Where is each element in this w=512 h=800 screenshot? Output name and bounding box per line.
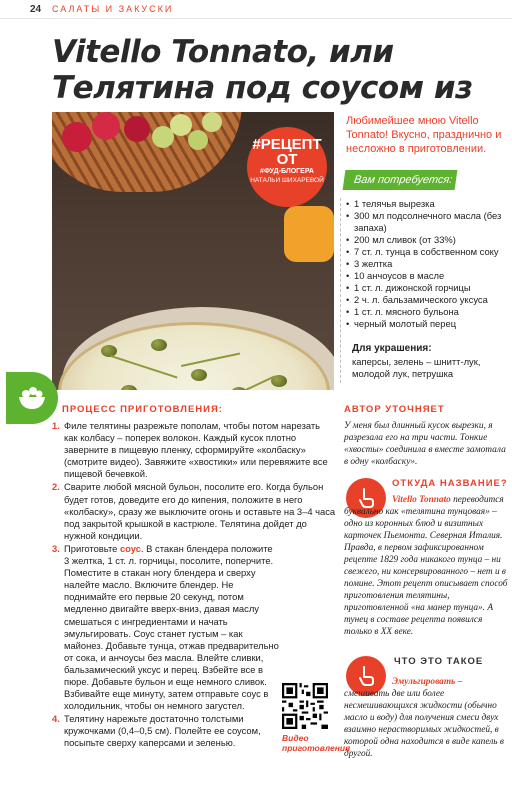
salad-bowl-icon <box>6 372 58 424</box>
step-number: 3. <box>52 542 60 554</box>
garnish-text: каперсы, зелень – шнитт-лук, молодой лук, петрушка <box>352 356 481 379</box>
garnish-heading: Для украшения: <box>352 343 432 354</box>
strawberry <box>62 122 92 152</box>
step-item <box>52 481 336 541</box>
sauce-highlight: соус <box>119 542 141 554</box>
section-title: САЛАТЫ И ЗАКУСКИ <box>52 4 174 14</box>
video-link[interactable]: Видео приготовления <box>282 733 351 753</box>
definition-body: – смешивать две или более несмешивающихся жидкости (обычно масло и воду) для получения смеси двух взаимно нерастворимых жидкостей, в которой одна находится в виде капель в другой. <box>344 677 504 759</box>
intro-text: Любимейшее мною Vitello Tonnato! Вкусно, празднично и несложно в приготовлении. <box>346 115 502 155</box>
ingredient-item: • 2 ч. л. бальзамического уксуса <box>346 294 506 306</box>
ingredients-list <box>346 198 506 330</box>
ingredient-item: • черный молотый перец <box>346 318 506 330</box>
ingredient-item: • 200 мл сливок (от 33%) <box>346 234 506 246</box>
caper <box>121 385 137 390</box>
author-heading: АВТОР УТОЧНЯЕТ <box>344 404 445 415</box>
step-text: Сварите любой мясной бульон, посолите его. Когда бульон будет готов, доведите его до кипения, положите в него «колбаску», сразу же выключите огонь и оставьте на 3–4 часа под закрытой крышкой в кастрюле. Телятина дойдет до нужной кондиции. <box>64 481 336 541</box>
ingredient-item: • 1 ст. л. дижонской горчицы <box>346 282 506 294</box>
badge-hash: #РЕЦЕПТ ОТ <box>252 136 322 168</box>
ingredient-item: • 10 анчоусов в масле <box>346 270 506 282</box>
step-text: Телятину нарежьте достаточно толстыми кружочками (0,4–0,5 см). Полейте ее соусом, посыпьте сверху каперсами и зеленью. <box>64 713 261 749</box>
definition-term: Эмульгировать <box>392 677 456 687</box>
ingredient-item: • 1 ст. л. мясного бульона <box>346 306 506 318</box>
grape <box>202 112 222 132</box>
origin-bold: Vitello Tonnato <box>392 495 451 505</box>
step-text-pre: Приготовьте <box>64 542 120 554</box>
salad-bowl-glyph <box>17 385 47 411</box>
origin-body: переводится буквально как «телятина тунцовая» – одно из коронных блюд и визитных карточек Пьемонта. Северная Италия. Правда, в первом зафиксированном рецепте 1829 года никакого тунца – ни свежего, ни консервированного – нет и в помине. Этот рецепт описывает способ приготовления телятины, приготовленной «на манер тунца». А тунец в составе рецепта появился только в XX веке. <box>344 495 508 637</box>
step-item <box>52 420 336 480</box>
ingredients-heading: Вам потребуется: <box>343 170 458 190</box>
orange-object <box>284 206 334 262</box>
ingredient-item: • 3 желтка <box>346 258 506 270</box>
dish-photo <box>52 112 334 390</box>
ingredient-item: • 1 телячья вырезка <box>346 198 506 210</box>
strawberry <box>124 116 150 142</box>
recipe-title: Vitello Tonnato, или Телятина под соусом из <box>52 34 473 106</box>
step-number: 1. <box>52 420 60 431</box>
definition-heading: ЧТО ЭТО ТАКОЕ <box>394 656 484 667</box>
author-text: У меня был длинный кусок вырезки, я разрезала его на три части. Тонкие «хвосты» соединила в вместе замотала в одну «колбаску». <box>344 421 506 467</box>
page-number: 24 <box>30 4 42 15</box>
page-header <box>0 0 512 22</box>
caper <box>191 369 207 381</box>
definition-text <box>344 676 510 760</box>
blogger-badge <box>247 127 327 207</box>
column-divider <box>340 198 341 383</box>
step-text: . В стакан блендера положите 3 желтка, 1 ст. л. горчицы, посолите, поперчите. Поместите в стакан ногу блендера и сверху налейте масло. Включите блендер. Не поднимайте его первые 20 секунд, потом медленно двигайте вверх-вниз, давая маслу смешаться с ингредиентами и начать эмульгировать. Соус станет густым – как майонез. Добавьте тунца, отжав предварительно от сока, и анчоусы без масла. Влейте сливки, бальзамический уксус и перец. Взбейте все в пюре. Добавьте бульон и еще немного сливок. Взбивайте еще минуту, затем отправьте соус в холодильник, чтобы он немного загустел. <box>64 542 279 712</box>
herb <box>181 353 240 367</box>
header-divider <box>0 18 512 19</box>
ingredient-item: • 7 ст. л. тунца в собственном соку <box>346 246 506 258</box>
grape <box>170 114 192 136</box>
grape <box>188 130 208 150</box>
step-number: 4. <box>52 713 60 725</box>
origin-heading: ОТКУДА НАЗВАНИЕ? <box>392 478 508 489</box>
badge-line1: #ФУД-БЛОГЕРА <box>260 168 314 175</box>
strawberry <box>92 112 120 140</box>
step-text: Филе телятины разрежьте пополам, чтобы потом нарезать как колбасу – поперек волокон. Каждый кусок плотно заверните в пищевую пленку, сформируйте «колбаску» (смотрите видео). Завяжите «хвостики» или перевяжите все пищевой бечевкой. <box>64 420 328 480</box>
origin-text <box>344 494 510 638</box>
qr-code-icon[interactable] <box>282 683 328 729</box>
badge-line2: НАТАЛЬИ ШИХАРЕВОЙ <box>250 177 324 184</box>
caper <box>151 339 167 351</box>
step-number: 2. <box>52 481 60 493</box>
ingredient-item: • 300 мл подсолнечного масла (без запаха) <box>346 210 506 234</box>
herb <box>111 355 178 378</box>
process-heading: ПРОЦЕСС ПРИГОТОВЛЕНИЯ: <box>62 404 223 415</box>
